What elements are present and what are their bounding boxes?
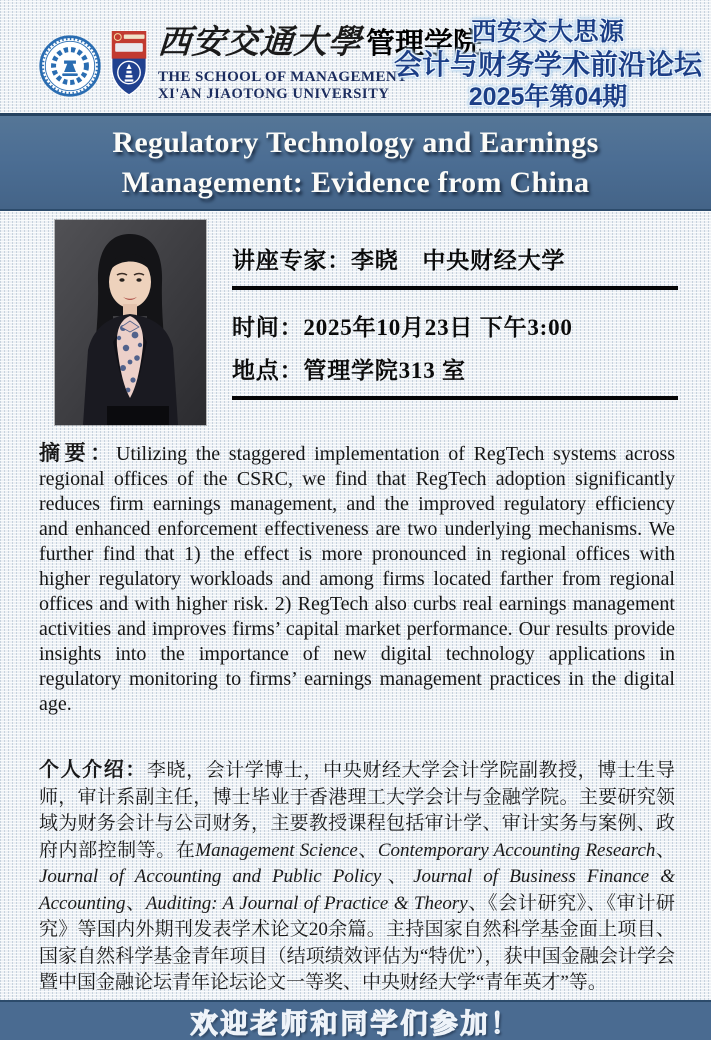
- speaker-portrait-image: [55, 220, 206, 425]
- welcome-banner: [0, 1000, 711, 1040]
- forum-name: 会计与财务学术前沿论坛: [393, 49, 702, 80]
- time-label: 时间：: [232, 315, 304, 340]
- school-name-en-line2: XI'AN JIAOTONG UNIVERSITY: [158, 86, 390, 102]
- abstract-paragraph: [39, 441, 675, 717]
- school-name-en-line1: THE SCHOOL OF MANAGEMENT: [158, 69, 408, 85]
- divider-line-top: [232, 286, 678, 290]
- bio-separator: 、: [655, 839, 675, 861]
- journal-name: Journal of Accounting and Public Policy: [39, 866, 382, 887]
- forum-title-block: [393, 16, 703, 113]
- speaker-photo: [55, 220, 206, 425]
- university-seal-icon: [38, 34, 102, 98]
- school-name-cn: 管理学院: [366, 28, 483, 60]
- talk-title-line2: Management: Evidence from China: [121, 165, 590, 199]
- bio-separator: 、: [381, 866, 414, 887]
- school-name-calligraphy: 西安交通大學: [156, 25, 364, 61]
- school-shield-icon: [110, 28, 148, 98]
- journal-name: Contemporary Accounting Research: [377, 839, 656, 861]
- bio-text-cn-end: 、《会计研究》、《审计研究》等国内外期刊发表学术论文20余篇。主持国家自然科学基金面上项目、国家自然科学基金青年项目（结项绩效评估为“特优”），获中国金融会计学会暨中国金融论坛青年论坛论文一等奖、中央财经大学“青年英才”等。: [39, 892, 675, 993]
- bio-label: 个人介绍：: [39, 759, 147, 781]
- time-value: 2025年10月23日 下午3:00: [303, 315, 573, 340]
- journal-name: Journal of Business Finance & Accounting: [39, 866, 675, 914]
- journal-name: Management Science: [195, 839, 358, 861]
- bio-paragraph: [39, 757, 675, 997]
- divider-line-bottom: [232, 396, 678, 400]
- bio-separator: 、: [125, 892, 146, 914]
- venue-value: 管理学院313 室: [303, 358, 466, 383]
- venue-label: 地点：: [232, 358, 304, 383]
- speaker-label: 讲座专家：: [232, 248, 351, 273]
- venue-line: [232, 352, 466, 385]
- bio-separator: 、: [357, 839, 378, 861]
- welcome-text: 欢迎老师和同学们参加！: [190, 1008, 521, 1039]
- bio-text-cn: 李晓，会计学博士，中央财经大学会计学院副教授，博士生导师，审计系副主任，博士毕业于香港理工大学会计与金融学院。主要研究领域为财务会计与公司财务，主要教授课程包括审计学、审计实务与案例、政府内部控制等。在: [39, 760, 675, 861]
- journal-name: Auditing: A Journal of Practice & Theory: [145, 892, 468, 914]
- forum-series-name: 西安交大思源: [471, 18, 625, 46]
- speaker-name-affiliation: 李晓 中央财经大学: [351, 248, 566, 273]
- poster-header: [0, 0, 711, 113]
- time-line: [232, 309, 573, 342]
- talk-title-banner: [0, 113, 711, 211]
- abstract-text: Utilizing the staggered implementation of RegTech systems across regional offices of the CSRC, we find that RegTech adoption significantly reduces firm earnings management, and the improved regulatory efficiency and enhanced enforcement effectiveness are two underlying mechanisms. We further find that 1) the effect is more pronounced in regional offices with higher regulatory workloads and among firms located farther from regional offices and with higher risk. 2) RegTech also curbs real earnings management activities and improves firms’ capital market performance. Our results provide insights into the importance of new digital technology applications in regulatory monitoring to firms’ earnings management practices in the digital age.: [39, 443, 676, 715]
- talk-title-line1: Regulatory Technology and Earnings: [112, 125, 599, 159]
- abstract-label: 摘要：: [39, 441, 116, 465]
- forum-issue-number: 2025年第04期: [468, 83, 628, 111]
- speaker-name-line: [232, 242, 565, 275]
